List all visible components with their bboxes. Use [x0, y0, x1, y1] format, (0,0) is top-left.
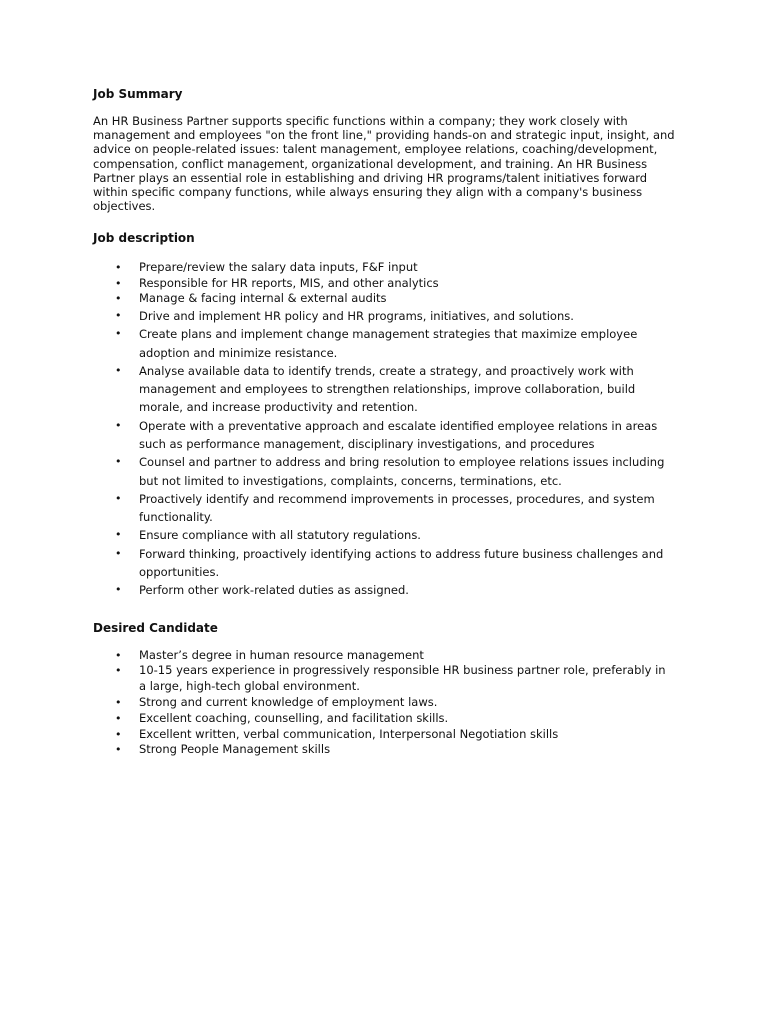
list-item: [93, 417, 683, 454]
list-item-text: Proactively identify and recommend improvements in processes, procedures, and system functionality.: [139, 491, 655, 525]
job-summary-heading: Job Summary: [93, 87, 183, 101]
list-item-text: Excellent written, verbal communication, Interpersonal Negotiation skills: [139, 726, 559, 741]
bullet-icon: •: [115, 308, 122, 322]
list-item-text: Master’s degree in human resource management: [139, 647, 424, 662]
desired-candidate-list: [93, 648, 683, 759]
list-item-text: Analyse available data to identify trends, create a strategy, and proactively work with management and employees to strengthen relationships, improve collaboration, build morale, and increase productivity and retention.: [139, 363, 636, 415]
job-description-heading: Job description: [93, 231, 195, 246]
bullet-icon: •: [115, 455, 122, 469]
list-item: [93, 307, 683, 325]
list-item: [93, 695, 683, 711]
list-item: [93, 325, 683, 362]
list-item-text: 10-15 years experience in progressively responsible HR business partner role, preferably in a large, high-tech global environment.: [139, 663, 666, 694]
list-item-text: Forward thinking, proactively identifying actions to address future business challenges and opportunities.: [139, 546, 664, 580]
list-item-text: Prepare/review the salary data inputs, F&F input: [139, 260, 418, 275]
desired-candidate-heading: Desired Candidate: [93, 620, 218, 635]
bullet-icon: •: [115, 743, 122, 757]
list-item-text: Strong and current knowledge of employment laws.: [139, 695, 438, 710]
bullet-icon: •: [115, 363, 122, 377]
list-item-text: Perform other work-related duties as assigned.: [139, 583, 409, 598]
list-item: [93, 663, 683, 695]
job-summary-paragraph: An HR Business Partner supports specific functions within a company; they work closely with management and employees "on the front line," providing hands-on and strategic input, insight, and advice on people-related issues: talent management, employee relations, coaching/development, compensation, conflict management, organizational development, and training. An HR Business Partner plays an essential role in establishing and driving HR programs/talent initiatives forward within specific company functions, while always ensuring they align with a company's business objectives.: [93, 114, 675, 214]
list-item: [93, 490, 683, 527]
bullet-icon: •: [115, 528, 122, 542]
list-item: [93, 276, 683, 292]
list-item-text: Manage & facing internal & external audits: [139, 291, 387, 306]
bullet-icon: •: [115, 711, 122, 725]
list-item: [93, 727, 683, 743]
bullet-icon: •: [115, 276, 122, 290]
list-item-text: Drive and implement HR policy and HR programs, initiatives, and solutions.: [139, 308, 574, 323]
bullet-icon: •: [115, 727, 122, 741]
bullet-icon: •: [115, 583, 122, 597]
list-item: [93, 711, 683, 727]
list-item: [93, 291, 683, 307]
list-item: [93, 742, 683, 758]
list-item: [93, 526, 683, 544]
list-item: [93, 581, 683, 599]
list-item: [93, 362, 683, 417]
list-item-text: Ensure compliance with all statutory regulations.: [139, 528, 421, 543]
list-item-text: Counsel and partner to address and bring resolution to employee relations issues including but not limited to investigations, complaints, concerns, terminations, etc.: [139, 455, 665, 488]
job-description-list: [93, 260, 683, 599]
bullet-icon: •: [115, 327, 122, 341]
bullet-icon: •: [115, 418, 122, 432]
bullet-icon: •: [115, 696, 122, 710]
bullet-icon: •: [115, 261, 122, 275]
list-item-text: Excellent coaching, counselling, and facilitation skills.: [139, 710, 449, 725]
list-item: [93, 648, 683, 664]
bullet-icon: •: [115, 648, 122, 662]
list-item-text: Create plans and implement change management strategies that maximize employee adoption and minimize resistance.: [139, 327, 638, 360]
bullet-icon: •: [115, 546, 122, 560]
bullet-icon: •: [115, 664, 122, 678]
list-item-text: Strong People Management skills: [139, 742, 331, 757]
list-item: [93, 453, 683, 490]
list-item: [93, 260, 683, 276]
document-page: [93, 86, 683, 758]
list-item-text: Responsible for HR reports, MIS, and other analytics: [139, 275, 439, 290]
list-item-text: Operate with a preventative approach and escalate identified employee relations in areas such as performance management, disciplinary investigations, and procedures: [139, 418, 658, 451]
list-item: [93, 545, 683, 582]
bullet-icon: •: [115, 292, 122, 306]
bullet-icon: •: [115, 491, 122, 505]
